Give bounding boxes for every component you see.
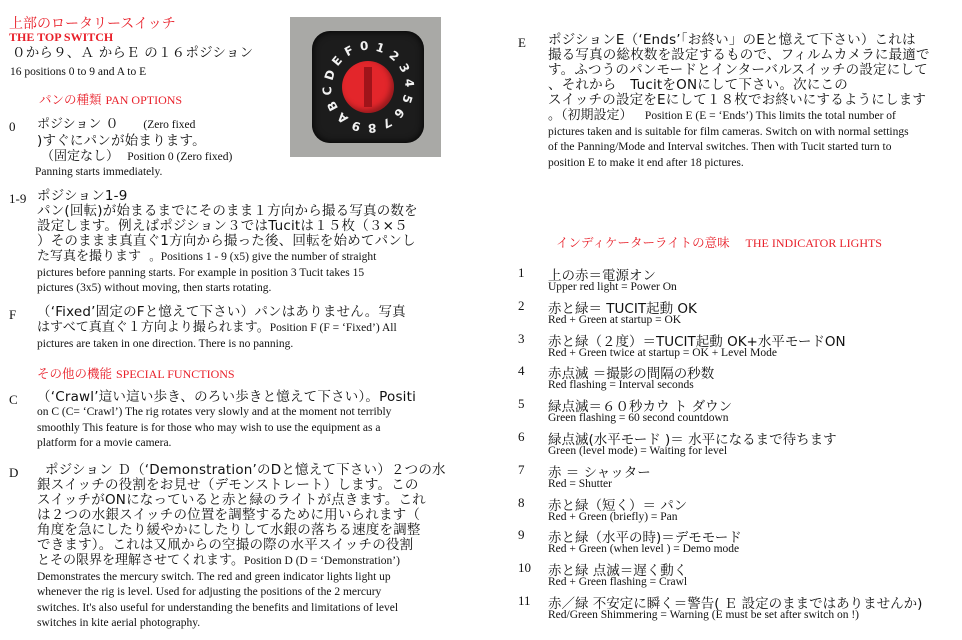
option-d-l3: スイッチがONになっていると赤と緑のライトが点きます。これ xyxy=(37,492,426,508)
option-e-l9: position E to make it end after 18 pictures. xyxy=(548,156,744,169)
switch-body xyxy=(312,31,424,143)
option-e-l4: 、それから TucitをONにして下さい。次にこの xyxy=(548,77,848,93)
dial-digit: 3 xyxy=(396,61,413,76)
option-1-9-l2: パン(回転)が始まるまでにそのまま１方向から撮る写真の数を xyxy=(37,203,418,219)
option-1-9-l7: pictures (3x5) without moving, then starts rotating. xyxy=(37,282,272,294)
option-d-label: D xyxy=(9,465,19,480)
indicator-item-jp: 緑点滅(水平モード )＝ 水平になるまで待ちます xyxy=(548,432,837,448)
indicator-item-en: Red = Shutter xyxy=(548,477,612,490)
dial-digit: 1 xyxy=(374,39,387,56)
indicator-item-number: 10 xyxy=(518,560,531,576)
indicator-lights-en: THE INDICATOR LIGHTS xyxy=(745,236,882,250)
option-d-l4: は２つの水銀スイッチの位置を調整するために用いられます（ xyxy=(37,507,421,523)
indicator-item-jp: 上の赤＝電源オン xyxy=(548,268,656,284)
indicator-item-number: 6 xyxy=(518,429,525,444)
indicator-item-number: 11 xyxy=(518,593,531,608)
option-d-l5: 角度を急にしたり緩やかにしたりして水銀の落ちる速度を調整 xyxy=(37,522,421,538)
option-1-9-l3: 設定します。例えばポジション３ではTucitは１５枚（３×５ xyxy=(37,218,408,234)
option-d-l2: 銀スイッチの役割をお見せ（デモンストレート）します。この xyxy=(37,477,419,493)
indicator-item-number: 1 xyxy=(518,265,525,280)
option-0-l3-en: Position 0 (Zero fixed) xyxy=(127,150,233,163)
dial-digit: D xyxy=(321,67,339,82)
option-d-l8: Demonstrates the mercury switch. The red and green indicator lights light up xyxy=(37,570,391,583)
option-d-l7-en: Position D (D = ‘Demonstration’) xyxy=(243,555,400,567)
option-d-l1: ポジション Ｄ（‘Demonstration’のDと憶えて下さい）２つの水 xyxy=(45,462,446,478)
option-0-l1-en: (Zero fixed xyxy=(143,119,196,131)
dial-digit: A xyxy=(334,110,351,127)
dial-digit: E xyxy=(328,52,345,69)
indicator-item-jp: 赤と緑（短く）＝ パン xyxy=(548,497,688,514)
option-f-l2-en: Position F (F = ‘Fixed’) All xyxy=(269,322,397,334)
option-1-9-l4: ）そのままま真直ぐ1方向から撮った後、回転を始めてパンし xyxy=(37,233,416,249)
option-1-9-text xyxy=(37,189,457,297)
option-d-l11: switches in kite aerial photography. xyxy=(37,617,201,629)
indicator-lights-heading xyxy=(556,233,882,251)
indicator-item-jp: 赤 ＝ シャッター xyxy=(548,464,651,481)
dial-digit: F xyxy=(342,42,357,59)
indicator-item-number: 2 xyxy=(518,297,525,313)
indicator-item-en: Red/Green Shimmering = Warning (E must be set after switch on !) xyxy=(548,609,859,621)
indicator-item-en: Red flashing = Interval seconds xyxy=(548,379,694,392)
option-e-l6-jp: 。（初期設定） xyxy=(548,108,633,123)
option-e-l6-en: Position E (E = ‘Ends’) This limits the total number of xyxy=(644,110,896,122)
option-0-label: 0 xyxy=(9,119,16,134)
option-e-l2: 撮る写真の総枚数を設定するもので、フィルムカメラに最適で xyxy=(548,47,930,63)
option-c-l4: platform for a movie camera. xyxy=(37,437,172,449)
indicator-item-en: Red + Green flashing = Crawl xyxy=(548,576,688,589)
top-switch-en-title: THE TOP SWITCH xyxy=(9,30,114,44)
option-d-l9: whenever the rig is level. Used for adjusting the positions of the 2 mercury xyxy=(37,586,382,598)
option-e-l3: す。ふつうのパンモードとインターバルスイッチの設定にして xyxy=(548,62,928,78)
option-e-l8: of the Panning/Mode and Interval switches. Then with Tucit started turn to xyxy=(548,141,892,153)
dial-digit: 2 xyxy=(386,47,403,64)
option-f-l1: （‘Fixed’固定のFと憶えて下さい）パンはありません。写真 xyxy=(37,304,406,320)
indicator-item-jp: 赤／緑 不安定に瞬く＝警告( Ｅ 設定のままではありませんか) xyxy=(548,596,923,612)
indicator-item-en: Red + Green (when level ) = Demo mode xyxy=(548,543,740,556)
indicator-item-en: Red + Green twice at startup = OK + Level Mode xyxy=(548,346,777,359)
dial-digit: 6 xyxy=(391,105,408,122)
option-0-l1-jp: ポジション ０ xyxy=(37,117,119,132)
special-functions-heading xyxy=(37,364,235,382)
pan-options-jp: パンの種類 xyxy=(39,92,102,107)
indicator-item-number: 8 xyxy=(518,494,525,510)
indicator-item-jp: 緑点滅＝６０秒カウ ト ダウン xyxy=(548,399,733,416)
option-e-l1: ポジションE（‘Ends’「お終い」のEと憶えて下さい）これは xyxy=(548,32,916,48)
option-d-text xyxy=(37,463,457,632)
option-e-label: E xyxy=(518,35,526,50)
positions-en-subtitle: 16 positions 0 to 9 and A to E xyxy=(10,66,147,78)
option-f-l3: pictures are taken in one direction. There is no panning. xyxy=(37,337,294,350)
option-1-9-label: 1-9 xyxy=(9,191,27,206)
option-e-text xyxy=(548,33,953,171)
indicator-item-jp: 赤と緑（２度）＝TUCIT起動 OK+水平モードON xyxy=(548,333,846,350)
option-0-l3-jp: （固定なし） xyxy=(41,148,120,164)
option-d-l6: できます）。これは又凧からの空撮の際の水平スイッチの役割 xyxy=(37,537,414,553)
option-1-9-l5-en: 。Positions 1 - 9 (x5) give the number of straight xyxy=(149,251,377,263)
option-c-l1: （‘Crawl’這い這い歩き、のろい歩きと憶えて下さい）。Positi xyxy=(37,389,417,405)
option-e-l5: スイッチの設定をEにして１８枚でお終いにするようにします xyxy=(548,92,927,108)
option-c-text xyxy=(37,390,457,452)
option-d-l7-jp: とその限界を理解させてくれます。 xyxy=(37,553,244,568)
pan-options-en: PAN OPTIONS xyxy=(105,93,183,107)
indicator-item-en: Red + Green at startup = OK xyxy=(548,313,682,326)
indicator-item-en: Red + Green (briefly) = Pan xyxy=(548,510,678,523)
pan-options-heading xyxy=(39,90,182,108)
option-c-l2: on C (C= ‘Crawl’) The rig rotates very slowly and at the moment not terribly xyxy=(37,406,392,418)
option-d-l10: switches. It's also useful for understanding the benefits and limitations of level xyxy=(37,601,399,614)
option-0-l2: )すぐにパンが始まります。 xyxy=(37,132,206,149)
dial-digit: B xyxy=(323,98,341,114)
indicator-item-en: Green flashing = 60 second countdown xyxy=(548,412,729,425)
dial-digit: 0 xyxy=(359,38,370,54)
positions-jp-subtitle: ０から９、Ａ からＥ の１６ポジション xyxy=(12,45,254,61)
indicator-item-en: Upper red light = Power On xyxy=(548,281,677,293)
dial-digit: 5 xyxy=(399,93,416,106)
dial-digit: 8 xyxy=(366,120,377,136)
indicator-item-jp: 赤と緑（水平の時)＝デモモード xyxy=(548,530,742,547)
option-e-l7: pictures taken and is suitable for film cameras. Switch on with normal settings xyxy=(548,125,909,138)
indicator-item-number: 4 xyxy=(518,363,525,379)
option-1-9-l1: ポジション1-9 xyxy=(37,188,128,204)
option-c-l3: smoothly This feature is for those who may wish to use the equipment as a xyxy=(37,421,381,434)
option-1-9-l6: pictures before panning starts. For example in position 3 Tucit takes 15 xyxy=(37,266,365,279)
dial-slot xyxy=(364,67,372,107)
indicator-item-jp: 赤点滅 ＝撮影の間隔の秒数 xyxy=(548,366,715,383)
indicator-item-number: 7 xyxy=(518,461,525,477)
option-c-label: C xyxy=(9,392,18,407)
indicator-item-number: 9 xyxy=(518,527,525,543)
special-functions-jp: その他の機能 xyxy=(37,366,113,381)
indicator-item-jp: 赤と緑 点滅＝遅く動く xyxy=(548,563,688,580)
indicator-item-number: 5 xyxy=(518,396,525,412)
option-0-l4: Panning starts immediately. xyxy=(35,166,163,178)
option-1-9-l5-jp: た写真を撮ります xyxy=(37,249,142,264)
option-f-l2-jp: はすべて真直ぐ１方向より撮られます。 xyxy=(37,320,270,335)
indicator-lights-jp: インディケーターライトの意味 xyxy=(556,235,730,250)
special-functions-en: SPECIAL FUNCTIONS xyxy=(116,367,235,381)
indicator-item-en: Green (level mode) = Waiting for level xyxy=(548,445,728,457)
option-f-label: F xyxy=(9,307,17,322)
top-switch-jp-title: 上部のロータリースイッチ xyxy=(9,16,176,32)
switch-dial xyxy=(342,61,394,113)
dial-digit: 9 xyxy=(349,118,362,135)
dial-digit: 7 xyxy=(380,115,395,132)
indicator-item-number: 3 xyxy=(518,330,525,346)
dial-digit: C xyxy=(320,85,335,96)
rotary-switch-photo xyxy=(290,17,441,157)
option-f-text xyxy=(37,305,457,352)
option-0-text xyxy=(37,117,287,181)
dial-digit: 4 xyxy=(401,78,417,89)
indicator-item-jp: 赤と緑＝ TUCIT起動 OK xyxy=(548,300,697,317)
